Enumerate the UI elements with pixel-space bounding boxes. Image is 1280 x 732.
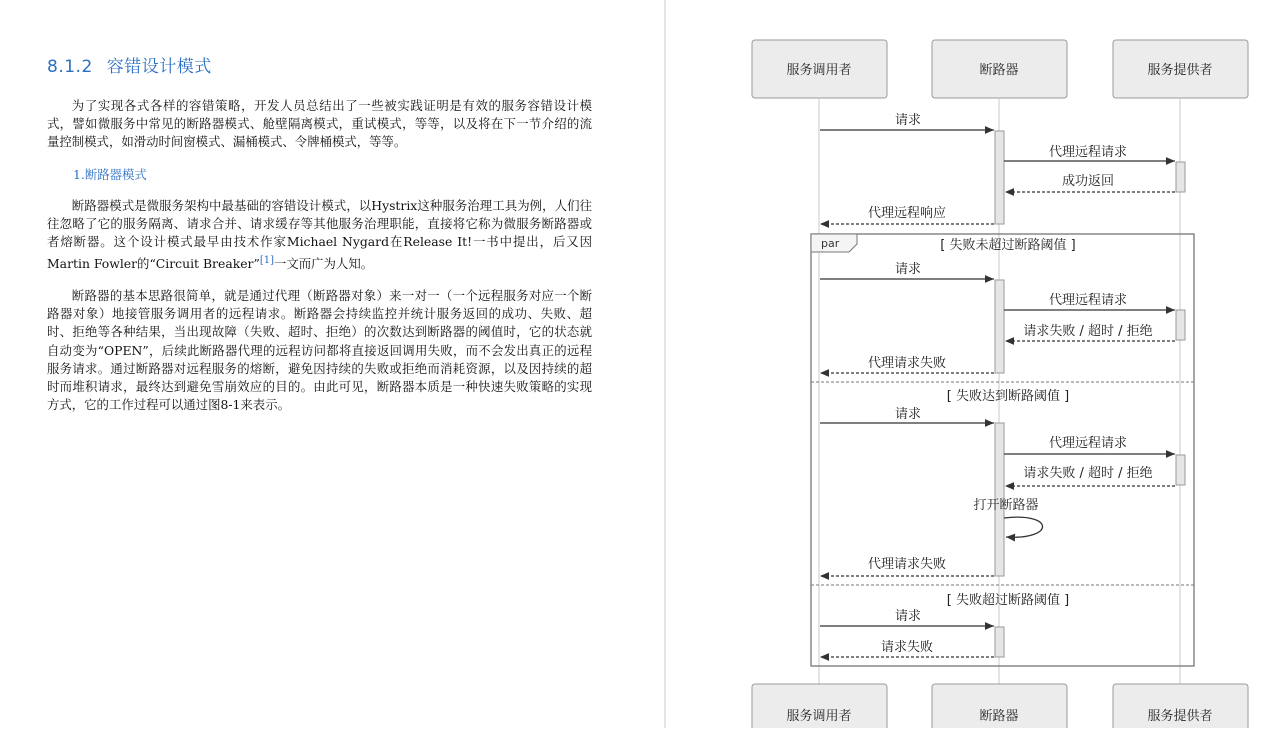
message-label: 代理请求失败 bbox=[867, 557, 947, 572]
participant-label: 断路器 bbox=[979, 63, 1019, 78]
self-call-arrow bbox=[1004, 517, 1043, 537]
subheading-circuit-breaker: 1.断路器模式 bbox=[73, 167, 147, 182]
message-label: 打开断路器 bbox=[973, 498, 1039, 513]
message-label: 代理远程响应 bbox=[867, 206, 947, 221]
message-label: 请求失败 / 超时 / 拒绝 bbox=[1023, 466, 1153, 481]
section-heading bbox=[47, 52, 212, 77]
message-label: 代理远程请求 bbox=[1048, 145, 1128, 160]
guard-label: [ 失败达到断路阈值 ] bbox=[946, 389, 1070, 404]
message-label: 请求 bbox=[894, 407, 922, 422]
participant-breaker-top bbox=[932, 40, 1067, 98]
activation-provider bbox=[1176, 310, 1185, 340]
intro-paragraph: 为了实现各式各样的容错策略，开发人员总结出了一些被实践证明是有效的服务容错设计模式，譬如微服务中常见的断路器模式、舱壁隔离模式，重试模式，等等，以及将在下一节介绍的流量控制模式，如滑动时间窗模式、漏桶模式、令牌桶模式，等等。 bbox=[47, 98, 592, 150]
message-label: 成功返回 bbox=[1061, 174, 1115, 189]
activation-breaker bbox=[995, 131, 1004, 224]
message-label: 请求 bbox=[894, 609, 922, 624]
activation-provider bbox=[1176, 162, 1185, 192]
activation-breaker bbox=[995, 627, 1004, 657]
message-label: 代理远程请求 bbox=[1048, 436, 1128, 451]
participant-caller-bottom bbox=[752, 684, 887, 728]
participant-label: 服务调用者 bbox=[786, 63, 852, 78]
guard-label: [ 失败未超过断路阈值 ] bbox=[940, 238, 1076, 253]
participant-label: 服务提供者 bbox=[1147, 63, 1213, 78]
activation-provider bbox=[1176, 455, 1185, 485]
footnote-ref-link[interactable]: [1] bbox=[259, 254, 274, 266]
principle-paragraph: 断路器的基本思路很简单，就是通过代理（断路器对象）来一对一（一个远程服务对应一个断路器对象）地接管服务调用者的远程请求。断路器会持续监控并统计服务返回的成功、失败、超时、拒绝等各种结果，当出现故障（失败、超时、拒绝）的次数达到断路器的阈值时，它的状态就自动变为“OPEN”，后续此断路器代理的远程访问都将直接返回调用失败，而不会发出真正的远程服务请求。通过断路器对远程服务的熔断，避免因持续的失败或拒绝而消耗资源，以及因持续的超时而堆积请求，最终达到避免雪崩效应的目的。由此可见，断路器本质是一种快速失败策略的实现方式，它的工作过程可以通过图8-1来表示。 bbox=[47, 288, 592, 413]
participant-label: 断路器 bbox=[979, 709, 1019, 724]
participant-caller-top bbox=[752, 40, 887, 98]
participant-provider-bottom bbox=[1113, 684, 1248, 728]
message-label: 请求 bbox=[894, 113, 922, 128]
participant-breaker-bottom bbox=[932, 684, 1067, 728]
par-label: par bbox=[821, 237, 840, 250]
message-label: 代理请求失败 bbox=[867, 356, 947, 371]
section-number: 8.1.2 bbox=[47, 57, 93, 77]
section-title: 容错设计模式 bbox=[106, 57, 212, 77]
participant-label: 服务提供者 bbox=[1147, 709, 1213, 724]
message-label: 代理远程请求 bbox=[1048, 293, 1128, 308]
paragraph-text-end: 一文而广为人知。 bbox=[273, 255, 374, 271]
message-label: 请求 bbox=[894, 262, 922, 277]
sequence-diagram bbox=[666, 0, 1280, 728]
right-page bbox=[666, 0, 1280, 728]
message-label: 请求失败 bbox=[880, 640, 934, 655]
activation-breaker bbox=[995, 280, 1004, 373]
guard-label: [ 失败超过断路阈值 ] bbox=[946, 593, 1070, 608]
message-label: 请求失败 / 超时 / 拒绝 bbox=[1023, 324, 1153, 339]
participant-provider-top bbox=[1113, 40, 1248, 98]
paragraph-text: 断路器模式是微服务架构中最基础的容错设计模式，以Hystrix这种服务治理工具为例，人们往往忽略了它的服务隔离、请求合并、请求缓存等其他服务治理职能，直接将它称为微服务断路器或者熔断器。这个设计模式最早由技术作家Michael Nygard在Release It!一书中提出，后又因Martin Fowler的“Circuit Breaker” bbox=[47, 198, 592, 271]
circuit-breaker-paragraph bbox=[47, 197, 592, 273]
participant-label: 服务调用者 bbox=[786, 709, 852, 724]
